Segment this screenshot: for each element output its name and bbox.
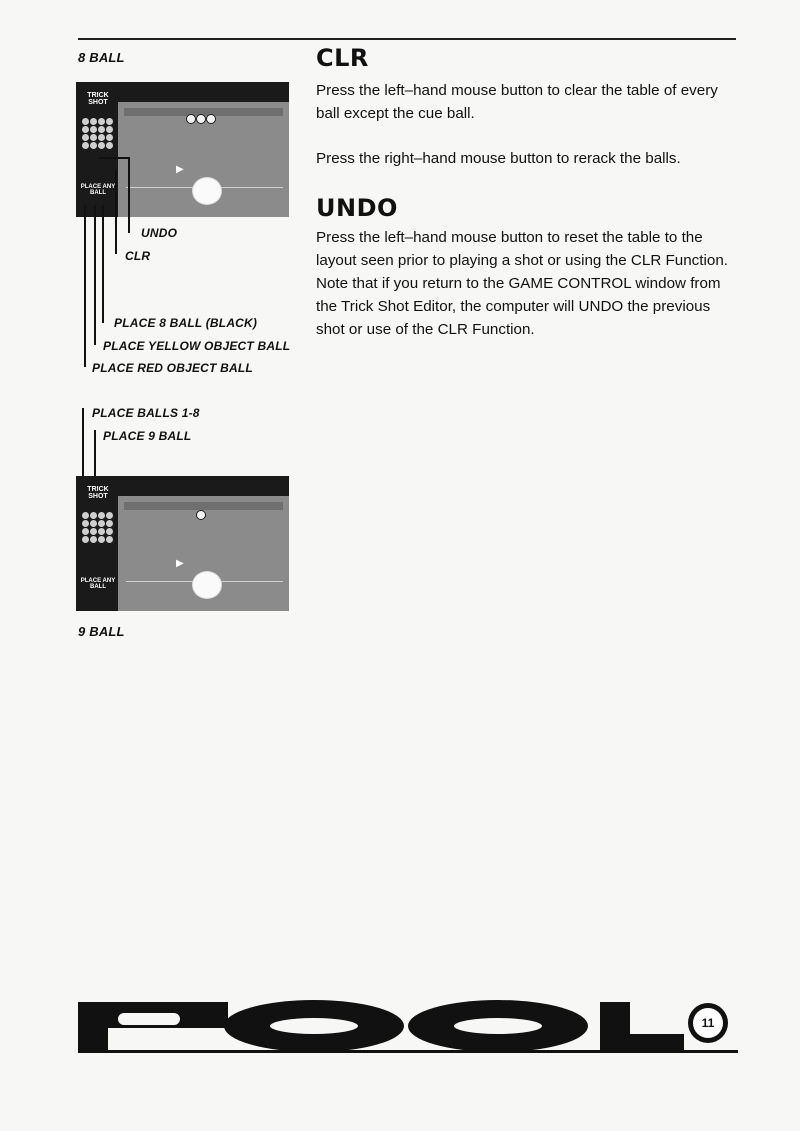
- panel-sub-2: BALL: [90, 190, 106, 196]
- heading-undo: UNDO: [316, 194, 398, 222]
- panel-title: TRICK SHOT: [87, 486, 109, 500]
- pool-logo: [78, 996, 684, 1056]
- caption-9-ball: 9 BALL: [78, 624, 125, 639]
- caption-place-balls-1-8: PLACE BALLS 1-8: [92, 406, 200, 420]
- panel-sub-2: BALL: [90, 584, 106, 590]
- table-rail: [118, 82, 289, 102]
- table-felt: [118, 102, 289, 217]
- undo-paragraph: Press the left–hand mouse button to reset the table to the layout seen prior to playing a shot or using the CLR Function. Note that if you return to the GAME CONTROL window from the Trick Shot Editor, the computer will UNDO the previous shot or use of the CLR Function.: [316, 229, 728, 338]
- caption-place-yellow: PLACE YELLOW OBJECT BALL: [103, 339, 291, 353]
- clr-paragraph-2: Press the right–hand mouse button to rerack the balls.: [316, 150, 681, 167]
- heading-clr: CLR: [316, 44, 369, 72]
- cue-ball: [192, 177, 222, 205]
- screenshot-9-ball: [76, 476, 289, 611]
- rack-ball: [196, 510, 206, 520]
- screenshot-8-ball: [76, 82, 289, 217]
- caption-place-9-ball: PLACE 9 BALL: [103, 429, 192, 443]
- ball-selector-icons: [82, 118, 114, 149]
- panel-title: TRICK SHOT: [87, 92, 109, 106]
- bottom-rule: [78, 1050, 738, 1053]
- leader-yellow: [94, 205, 96, 345]
- top-rule: [78, 38, 736, 40]
- clr-paragraph-1: Press the left–hand mouse button to clear the table of every ball except the cue ball.: [316, 82, 718, 122]
- trick-shot-panel: [76, 82, 118, 217]
- caption-undo: UNDO: [141, 226, 178, 240]
- page-number-badge: [688, 1003, 728, 1043]
- table-rail: [118, 476, 289, 496]
- caption-8-ball: 8 BALL: [78, 50, 125, 65]
- rack-ball: [196, 114, 206, 124]
- caption-clr: CLR: [125, 249, 151, 263]
- table-felt: [118, 496, 289, 611]
- cursor-icon: ▶: [176, 558, 184, 569]
- cursor-icon: ▶: [176, 164, 184, 175]
- panel-sub-1: PLACE ANY: [80, 184, 116, 190]
- caption-place-red: PLACE RED OBJECT BALL: [92, 361, 253, 375]
- cue-ball: [192, 571, 222, 599]
- rack-ball: [186, 114, 196, 124]
- leader-clr: [115, 170, 117, 254]
- page-number: 11: [693, 1008, 723, 1038]
- leader-red: [84, 205, 86, 367]
- leader-8-ball: [102, 205, 104, 323]
- ball-selector-icons: [82, 512, 114, 543]
- table-cushion: [124, 502, 283, 510]
- leader-undo-h: [98, 157, 130, 159]
- panel-sub-1: PLACE ANY: [80, 578, 116, 584]
- rack-ball: [206, 114, 216, 124]
- leader-undo: [128, 157, 130, 233]
- caption-place-8-ball: PLACE 8 BALL (BLACK): [114, 316, 258, 330]
- trick-shot-panel: [76, 476, 118, 611]
